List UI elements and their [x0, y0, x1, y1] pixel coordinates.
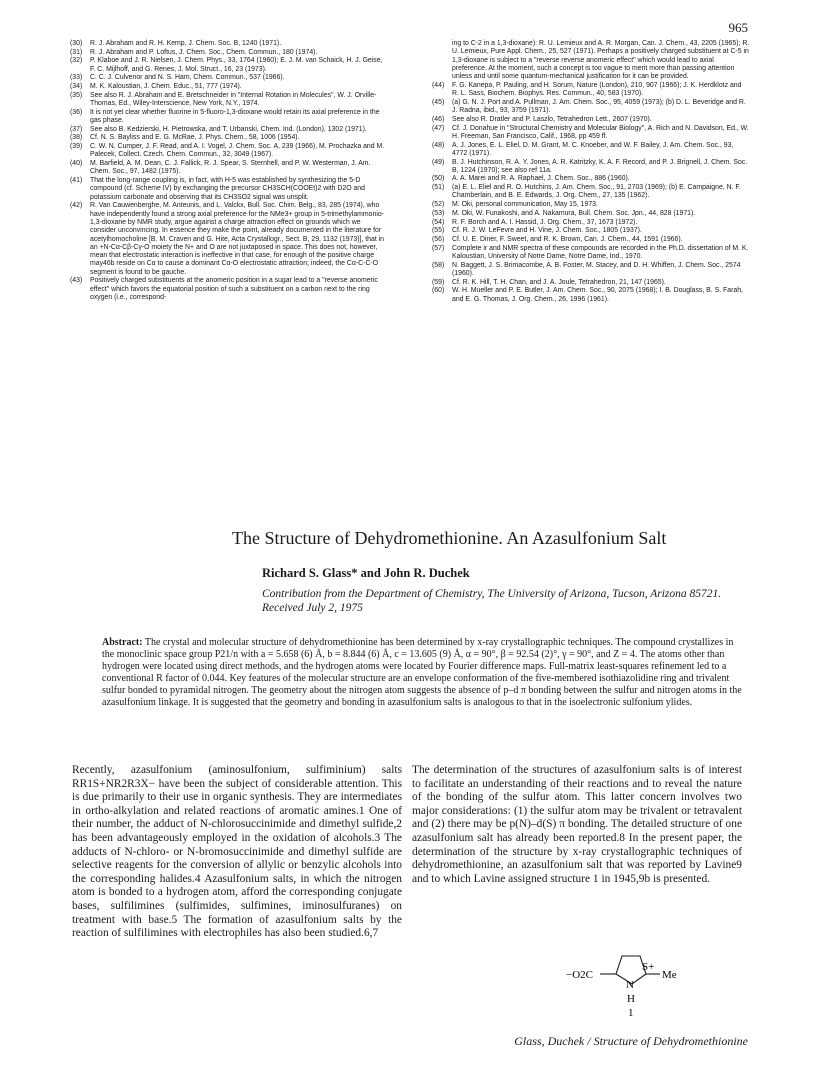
- reference-item: [432, 236, 750, 244]
- reference-text: See also R. J. Abraham and E. Bretschneider in "Internal Rotation in Molecules", W. J. Orville-Thomas, Ed., Wiley-Interscience, New York, N.Y., 1974.: [90, 91, 377, 108]
- reference-number: (36): [70, 108, 83, 116]
- reference-item: [70, 40, 388, 48]
- reference-text: M. Oki, W. Funakoshi, and A. Nakamura, Bull. Chem. Soc. Jpn., 44, 828 (1971).: [452, 209, 696, 217]
- reference-item: [70, 143, 388, 160]
- reference-number: (46): [432, 115, 445, 123]
- references-left-column: [70, 40, 388, 303]
- reference-number: (54): [432, 218, 445, 226]
- reference-number: (58): [432, 261, 445, 269]
- reference-item: [432, 184, 750, 201]
- reference-number: (52): [432, 201, 445, 209]
- reference-item: [70, 177, 388, 202]
- reference-item: [432, 40, 750, 81]
- reference-item: [70, 109, 388, 126]
- reference-text: See also B. Kedzierski, H. Pietrowska, and T. Urbanski, Chem. Ind. (London), 1302 (1971).: [90, 125, 367, 133]
- reference-item: [432, 201, 750, 209]
- reference-number: (39): [70, 143, 83, 151]
- structure-compound-number: 1: [628, 1007, 634, 1019]
- reference-item: [432, 159, 750, 176]
- reference-item: [70, 202, 388, 277]
- abstract: [102, 637, 748, 708]
- reference-number: (41): [70, 177, 83, 185]
- article-affiliation: Contribution from the Department of Chemistry, The University of Arizona, Tucson, Arizona 85721. Received July 2, 1975: [262, 588, 722, 614]
- reference-text: That the long-range coupling is, in fact, with H-5 was established by synthesizing the 5-D compound (cf. Scheme IV) by exchanging the precursor CH3SCH(COOEt)2 with D2O and potassium carbonate and observing that its CH3SO2 signal was unsplit.: [90, 177, 365, 201]
- reference-text: R. Van Cauwenberghe, M. Anteunis, and L. Valckx, Bull. Soc. Chim. Belg., 83, 285 (1974), who have independently found a strong axial preference for the NMe3+ group in 5-trimethylammonio-1,3-dioxane by NMR study, argue against a charge attraction effect on grounds which we consider unconvincing. In essence they make the point, already documented in the literature for acetylhomocholine [B. M. Craven and G. Hite, Acta Crystallogr., Sect. B, 29, 1132 (1973)], that in an +N-Cα-Cβ-Cγ-O moiety the N+ and O are not juxtaposed in space. This does not, however, mean that electrostatic interaction is ineffective in that case, for enough of the positive charge may46b reside on Cα to cause a dominant Cα-O electrostatic attraction; indeed, the Cα-C-C-O segment is found to be gauche.: [90, 202, 385, 276]
- reference-item: [432, 219, 750, 227]
- reference-text: Cf. N. S. Bayliss and E. G. McRae, J. Phys. Chem., 58, 1006 (1954).: [90, 134, 300, 142]
- structure-nitrogen: N: [626, 979, 634, 991]
- reference-text: A. J. Jones, E. L. Eliel, D. M. Grant, M. C. Knoeber, and W. F. Bailey, J. Am. Chem. Soc., 93, 4772 (1971).: [452, 141, 734, 157]
- reference-item: [432, 142, 750, 159]
- reference-number: (38): [70, 134, 83, 142]
- reference-text: See also R. Dratler and P. Laszlo, Tetrahedron Lett., 2607 (1970).: [452, 115, 652, 123]
- reference-number: (55): [432, 227, 445, 235]
- reference-item: [70, 92, 388, 109]
- body-text-left: Recently, azasulfonium (aminosulfonium, sulfiminium) salts RR1S+NR2R3X− have been the subject of considerable attention. This is due primarily to their use in organic synthesis. They are intermediates in ortho-alkylation and related reactions of aromatic amines.1 One of their number, the adduct of N-chlorosuccinimide and dimethyl sulfide,2 has been advantageously employed in the oxidation of alcohols.3 The adducts of N-chloro- or N-bromosuccinimide and dimethyl sulfide are selective reagents for the conversion of allylic or benzylic alcohols into the corresponding halides.4 Azasulfonium salts, in which the nitrogen atom is bonded to a hydrogen atom, afford the corresponding conjugate bases, sulfilimines (sulfimides, sulfimines, iminosulfuranes) on treatment with base.5 The formation of azasulfonium salts by the reaction of sulfilimines with electrophiles has also been studied.6,7: [72, 764, 402, 940]
- structure-methyl: Me: [662, 969, 677, 981]
- reference-item: [70, 83, 388, 91]
- reference-item: [70, 277, 388, 302]
- reference-text: A. A. Marei and R. A. Raphael, J. Chem. Soc., 886 (1960).: [452, 175, 630, 183]
- reference-item: [432, 245, 750, 262]
- reference-item: [432, 210, 750, 218]
- reference-item: [432, 125, 750, 142]
- abstract-label: Abstract:: [102, 637, 143, 648]
- reference-text: It is not yet clear whether fluorine in 5-fluoro-1,3-dioxane would retain its axial preference in the gas phase.: [90, 108, 380, 125]
- reference-text: W. H. Mueller and P. E. Butler, J. Am. Chem. Soc., 90, 2075 (1968); I. B. Douglass, B. S. Farah, and E. G. Thomas, J. Org. Chem., 26, 1996 (1961).: [452, 287, 743, 303]
- reference-item: [432, 287, 750, 304]
- reference-text: M. K. Kaloustian, J. Chem. Educ., 51, 777 (1974).: [90, 83, 242, 91]
- reference-number: (59): [432, 278, 445, 286]
- reference-item: [432, 99, 750, 116]
- reference-text: (a) G. N. J. Port and A. Pullman, J. Am. Chem. Soc., 95, 4059 (1973); (b) D. L. Beveridge and R. J. Radna, ibid., 93, 3759 (1971).: [452, 98, 746, 115]
- reference-text: Cf. R. J. W. LeFevre and H. Vine, J. Chem. Soc., 1805 (1937).: [452, 227, 642, 235]
- reference-text: R. F. Borch and A. I. Hassid, J. Org. Chem., 37, 1673 (1972).: [452, 218, 638, 226]
- reference-number: (43): [70, 277, 83, 285]
- reference-number: (48): [432, 141, 445, 149]
- reference-item: [432, 262, 750, 279]
- reference-item: [432, 227, 750, 235]
- reference-text: P. Klaboe and J. R. Nielsen, J. Chem. Phys., 33, 1764 (1960); E. J. M. van Schaick, H. J. Geise, F. C. Mijlhoff, and G. Renes, J. Mol. Struct., 16, 23 (1973).: [90, 57, 383, 73]
- reference-number: (47): [432, 124, 445, 132]
- reference-item: [432, 175, 750, 183]
- reference-number: (34): [70, 83, 83, 91]
- reference-text: C. W. N. Cumper, J. F. Read, and A. I. Vogel, J. Chem. Soc. A, 239 (1966), M. Prochazka and M. Palecek, Collect. Czech. Chem. Commun., 32, 3049 (1967).: [90, 143, 385, 159]
- reference-number: (49): [432, 158, 445, 166]
- reference-text: Positively charged substituents at the anomeric position in a sugar lead to a "reverse anomeric effect" which favors the equatorial position of such a substituent on a carbon next to the ring oxygen (i.e., correspond-: [90, 277, 378, 301]
- structure-sulfur: S+: [642, 961, 655, 973]
- reference-number: (53): [432, 209, 445, 217]
- reference-text: Cf. J. Donahue in "Structural Chemistry and Molecular Biology", A. Rich and N. Davidson, Ed., W. H. Freeman, San Francisco, Calif., 1968, pp 459 ff.: [452, 124, 749, 140]
- article-authors: Richard S. Glass* and John R. Duchek: [262, 566, 470, 580]
- reference-number: (44): [432, 81, 445, 89]
- references-right-column: [432, 40, 750, 304]
- reference-number: (60): [432, 287, 445, 295]
- reference-number: (30): [70, 40, 83, 47]
- reference-text: Cf. R. K. Hill, T. H. Chan, and J. A. Joule, Tetrahedron, 21, 147 (1965).: [452, 278, 666, 286]
- reference-number: (40): [70, 160, 83, 168]
- reference-number: (42): [70, 202, 83, 210]
- reference-text: R. J. Abraham and P. Loftus, J. Chem. Soc., Chem. Commun., 180 (1974).: [90, 48, 318, 56]
- running-footer: Glass, Duchek / Structure of Dehydromethionine: [514, 1034, 748, 1048]
- abstract-text: The crystal and molecular structure of dehydromethionine has been determined by x-ray crystallographic techniques. The compound crystallizes in the monoclinic space group P21/n with a = 5.658 (6) Å, b = 8.844 (6) Å, c = 13.605 (9) Å, α = 90°, β = 92.54 (2)°, γ = 90°, and Z = 4. The atoms other than hydrogen were located using direct methods, and the hydrogen atoms were located by Fourier difference maps. Full-matrix least-squares refinement led to a conventional R factor of 0.044. Key features of the molecular structure are an envelope conformation of the five-membered isothiazolidine ring and trivalent sulfur bonded to pyramidal nitrogen. The geometry about the nitrogen atom suggests the absence of p–d π bonding between the sulfur and nitrogen atoms in the azasulfonium linkage. It is suggested that the geometry and bonding in azasulfonium salts is analogous to that in the isoelectronic sulfonium ylides.: [102, 637, 742, 708]
- page-number: 965: [728, 20, 748, 35]
- reference-number: (35): [70, 91, 83, 99]
- structure-carboxylate: −O2C: [566, 969, 593, 981]
- reference-text: Cf. U. E. Diner, F. Sweet, and R. K. Brown, Can. J. Chem., 44, 1591 (1966).: [452, 235, 683, 243]
- body-text-right: The determination of the structures of azasulfonium salts is of interest to facilitate an understanding of their reactions and to reveal the nature of the bonding of the sulfur atom. This latter concern involves two major considerations: (1) the sulfur atom may be trivalent or tetravalent and (2) there may be p(N)–d(S) π bonding. The detailed structure of one azasulfonium salt has already been reported.8 In the present paper, the determination of the structure by x-ray crystallographic techniques of dehydromethionine, an azasulfonium salt that was reported by Lavine9 and to which Lavine assigned structure 1 in 1945,9b is presented.: [412, 764, 742, 885]
- structure-diagram: [560, 940, 710, 1020]
- reference-text: Complete ir and NMR spectra of these compounds are recorded in the Ph.D. dissertation of M. K. Kaloustian, University of Notre Dame, Notre Dame, Ind., 1970.: [452, 244, 749, 260]
- reference-number: (57): [432, 244, 445, 252]
- reference-number: (45): [432, 98, 445, 106]
- reference-number: (31): [70, 48, 83, 56]
- reference-number: (33): [70, 74, 83, 82]
- reference-number: (56): [432, 235, 445, 243]
- reference-text: N. Baggett, J. S. Brimacombe, A. B. Foster, M. Stacey, and D. H. Whiffen, J. Chem. Soc., 2574 (1960).: [452, 261, 741, 277]
- reference-text: ing to C-2 in a 1,3-dioxane): R. U. Lemieux and A. R. Morgan, Can. J. Chem., 43, 2205 (1965); R. U. Lemieux, Pure Appl. Chem., 25, 527 (1971). Perhaps a positively charged substituent at C-5 in 1,3-dioxane is subject to a "reverse reverse anomeric effect" which would lead to axial preference. At the moment, such a concept is too vague to merit more than passing attention unless and until some quantum-mechanical justification for it can be provided.: [452, 40, 750, 81]
- reference-item: [70, 49, 388, 57]
- reference-item: [70, 126, 388, 134]
- reference-item: [432, 116, 750, 124]
- structure-hydrogen: H: [627, 993, 635, 1005]
- reference-item: [70, 74, 388, 82]
- reference-text: C. C. J. Culvenor and N. S. Ham, Chem. Commun., 537 (1966).: [90, 74, 285, 82]
- reference-item: [70, 134, 388, 142]
- reference-number: (37): [70, 125, 83, 133]
- reference-number: (51): [432, 184, 445, 192]
- reference-text: M. Oki, personal communication, May 15, 1973.: [452, 201, 598, 209]
- article-title: The Structure of Dehydromethionine. An Azasulfonium Salt: [232, 528, 667, 548]
- reference-text: M. Barfield, A. M. Dean, C. J. Fallick, R. J. Spear, S. Sternhell, and P. W. Westerman, J. Am. Chem. Soc., 97, 1482 (1975).: [90, 160, 371, 176]
- reference-text: F. G. Kanepa, P. Pauling, and H. Sorum, Nature (London), 210, 907 (1966); J. K. Herdklotz and R. L. Sass, Biochem. Biophys. Res. Commun., 40, 583 (1970).: [452, 81, 742, 98]
- reference-number: (50): [432, 175, 445, 183]
- reference-item: [70, 160, 388, 177]
- reference-text: (a) E. L. Eliel and R. O. Hutchins, J. Am. Chem. Soc., 91, 2703 (1969); (b) E. Campaigne, N. F. Chamberlain, and B. E. Edwards, J. Org. Chem., 27, 135 (1962).: [452, 184, 741, 200]
- reference-text: B. J. Hutchinson, R. A. Y. Jones, A. R. Katritzky, K. A. F. Record, and P. J. Brignell, J. Chem. Soc. B, 1224 (1970); see also ref 11a.: [452, 158, 748, 174]
- reference-item: [432, 279, 750, 287]
- reference-text: R. J. Abraham and R. H. Kemp, J. Chem. Soc. B, 1240 (1971).: [90, 40, 282, 47]
- reference-item: [70, 57, 388, 74]
- reference-item: [432, 82, 750, 99]
- reference-number: (32): [70, 57, 83, 65]
